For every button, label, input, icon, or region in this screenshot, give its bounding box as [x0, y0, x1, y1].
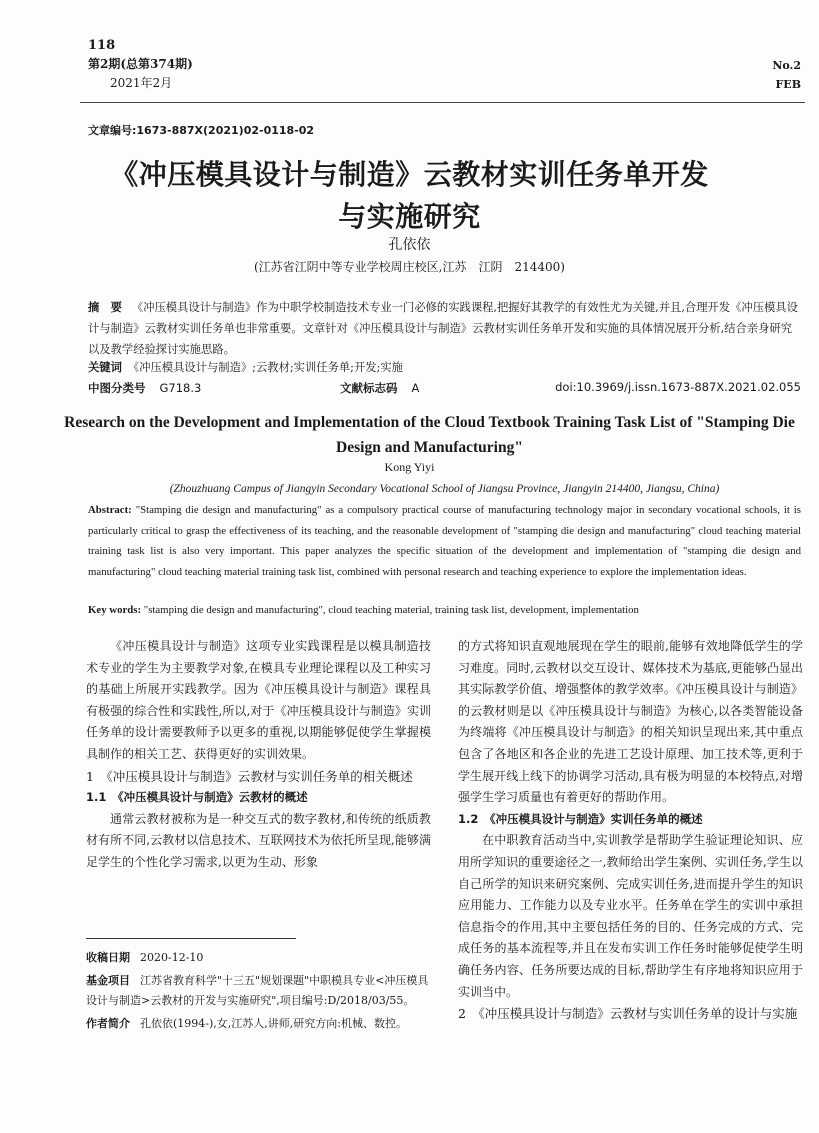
keywords-cn	[88, 359, 801, 375]
classification-code: G718.3	[159, 381, 202, 395]
section-1-1-paragraph: 通常云教材被称为是一种交互式的数字教材,和传统的纸质教材有所不同,云教材以信息技术、互联网技术为依托所呈现,能够满足学生的个性化学习需求,以更为生动、形象	[86, 811, 431, 869]
author-bio	[86, 1014, 431, 1035]
section-1-2-paragraph: 在中职教育活动当中,实训教学是帮助学生验证理论知识、应用所学知识的重要途径之一,教师给出学生案例、实训任务,学生以自己所学的知识来研究案例、完成实训任务,进而提升学生的知识应用能力、工作能力以及专业水平。任务单在学生的实训中承担信息指令的作用,其中主要包括任务的目的、任务完成的方式、完成任务的基本流程等,并且在发布实训工作任务时能够促使学生明确任务内容、任务所要达成的目标,帮助学生有序地将知识应用于实训当中。	[458, 833, 803, 999]
fund-value: 江苏省教育科学"十三五"规划课题"中职模具专业<冲压模具设计与制造>云教材的开发与实施研究",项目编号:D/2018/03/55。	[86, 973, 429, 1007]
body-column-left	[86, 636, 431, 874]
author-bio-value: 孔依依(1994-),女,江苏人,讲师,研究方向:机械、数控。	[140, 1016, 407, 1030]
journal-header-left	[88, 36, 193, 93]
doc-code-label: 文献标志码	[340, 381, 398, 395]
author-cn: 孔依依	[388, 237, 431, 253]
received-date	[86, 948, 431, 969]
received-value: 2020-12-10	[140, 951, 204, 964]
issue-info: 第2期(总第374期)	[88, 57, 193, 71]
section-heading-2: 2 《冲压模具设计与制造》云教材与实训任务单的设计与实施	[458, 1006, 798, 1022]
received-label: 收稿日期	[86, 951, 130, 964]
keywords-en	[88, 604, 801, 616]
doc-code: A	[411, 381, 420, 395]
keywords-en-text: "stamping die design and manufacturing", cloud teaching material, training task list, development, implementation	[143, 604, 639, 616]
footnote	[86, 948, 431, 1036]
title-line-1: 《冲压模具设计与制造》云教材实训任务单开发	[110, 158, 709, 191]
keywords-cn-label: 关键词	[88, 361, 122, 374]
abstract-en-label: Abstract:	[88, 504, 132, 516]
keywords-cn-text: 《冲压模具设计与制造》;云教材;实训任务单;开发;实施	[127, 361, 403, 374]
doi: doi:10.3969/j.issn.1673-887X.2021.02.055	[555, 380, 801, 394]
footnote-divider	[86, 938, 296, 939]
fund-label: 基金项目	[86, 973, 130, 987]
header-divider	[80, 102, 805, 103]
abstract-cn-label: 摘 要	[88, 301, 122, 314]
affiliation-en: (Zhouzhuang Campus of Jiangyin Secondary Vocational School of Jiangsu Province, Jiangyin 214400, Jiangsu, China)	[169, 483, 720, 495]
section-heading-1-1: 1.1 《冲压模具设计与制造》云教材的概述	[86, 790, 308, 805]
article-title-en: Research on the Development and Implementation of the Cloud Textbook Training Task List of "Stamping Die Design and Manufacturing"	[64, 414, 795, 456]
issue-date: 2021年2月	[110, 76, 173, 90]
abstract-en-text: "Stamping die design and manufacturing" as a compulsory practical course of manufacturing technology major in secondary vocational schools, it is particularly critical to grasp the effectiveness of its teaching, and the reasonable development of "stamping die design and manufacturing" cloud teaching material training task list is also very important. This paper analyzes the specific situation of the development and implementation of "stamping die design and manufacturing" cloud teaching material training task list, combined with personal research and teaching experience to explore the implementation ideas.	[88, 504, 801, 578]
body-column-right	[458, 636, 803, 1025]
title-line-2: 与实施研究	[338, 200, 481, 233]
article-number: 文章编号:1673-887X(2021)02-0118-02	[88, 124, 315, 137]
keywords-en-label: Key words:	[88, 604, 142, 616]
abstract-cn-text: 《冲压模具设计与制造》作为中职学校制造技术专业一门必修的实践课程,把握好其教学的有效性尤为关键,并且,合理开发《冲压模具设计与制造》云教材实训任务单也非常重要。文章针对《冲压模具设计与制造》云教材实训任务单开发和实施的具体情况展开分析,结合亲身研究以及教学经验探讨实施思路。	[88, 301, 798, 356]
author-en: Kong Yiyi	[384, 460, 435, 474]
journal-header-right	[772, 56, 801, 94]
abstract-en	[88, 500, 801, 582]
article-title-cn	[60, 154, 759, 238]
continued-paragraph: 的方式将知识直观地展现在学生的眼前,能够有效地降低学生的学习难度。同时,云教材以交互设计、媒体技术为基底,更能够凸显出其实际教学价值、增强整体的教学效率。《冲压模具设计与制造》的云教材则是以《冲压模具设计与制造》为核心,以各类智能设备为终端将《冲压模具设计与制造》的相关知识呈现出来,其中重点包含了各地区和各企业的先进工艺设计原理、加工技术等,更利于学生展开线上线下的协调学习活动,具有极为明显的本校特点,对增强学生学习质量也有着更好的帮助作用。	[458, 639, 803, 805]
fund-info	[86, 971, 431, 1012]
author-bio-label: 作者简介	[86, 1016, 130, 1030]
affiliation-cn: (江苏省江阴中等专业学校周庄校区,江苏 江阴 214400)	[254, 260, 565, 274]
issue-month-en: FEB	[775, 78, 801, 91]
section-heading-1-2: 1.2 《冲压模具设计与制造》实训任务单的概述	[458, 811, 703, 826]
page-number: 118	[88, 38, 116, 53]
issue-number-en: No.2	[772, 59, 801, 72]
abstract-cn	[88, 297, 801, 360]
intro-paragraph: 《冲压模具设计与制造》这项专业实践课程是以模具制造技术专业的学生为主要教学对象,在模具专业理论课程以及工种实习的基础上所展开实践教学。因为《冲压模具设计与制造》课程具有极强的综合性和实践性,所以,对于《冲压模具设计与制造》实训任务单的设计需要教师予以更多的重视,以期能够促使学生掌握模具制作的相关工艺、获得更好的实训效果。	[86, 639, 431, 761]
classification-label: 中图分类号	[88, 381, 146, 395]
section-heading-1: 1 《冲压模具设计与制造》云教材与实训任务单的相关概述	[86, 768, 413, 784]
